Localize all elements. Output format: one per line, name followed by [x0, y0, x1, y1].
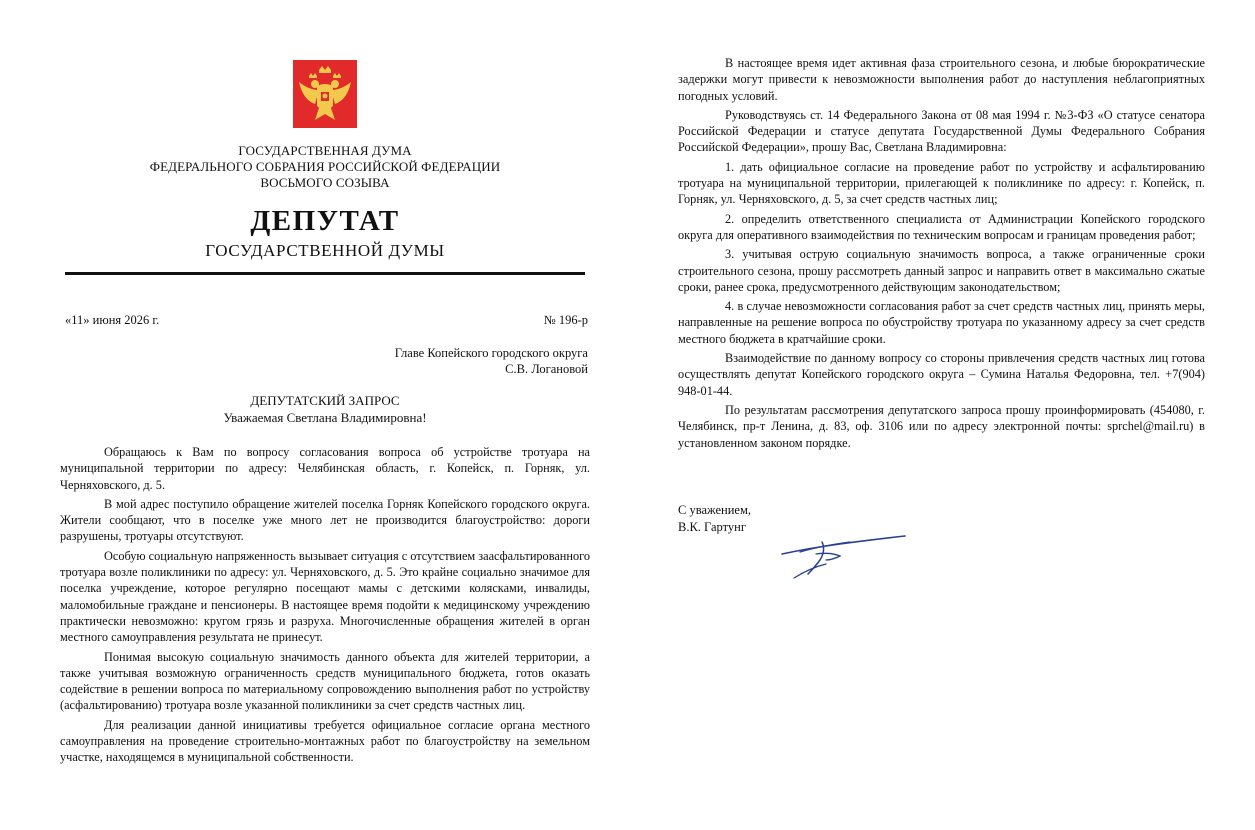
paragraph: В мой адрес поступило обращение жителей поселка Горняк Копейского городского округа. Жители сообщают, что в поселке уже много лет не производится благоустройство: дороги разрушены, тротуары отсутствуют. — [60, 496, 590, 544]
request-item-3: 3. учитывая острую социальную значимость вопроса, а также ограниченные сроки строительного сезона, прошу рассмотреть данный запрос и направить ответ в максимально сжатые сроки, ранее срока, предусмотренного действующим законодательством; — [678, 247, 1205, 294]
addressee-line-2: С.В. Логановой — [505, 362, 588, 376]
request-heading — [60, 392, 590, 426]
deputy-subtitle: ГОСУДАРСТВЕННОЙ ДУМЫ — [205, 241, 445, 260]
paragraph: Руководствуясь ст. 14 Федерального Закона от 08 мая 1994 г. №3-ФЗ «О статусе сенатора Российской Федерации и статусе депутата Государственной Думы Федерального Собрания Российской Федерации», прошу Вас, Светлана Владимировна: — [678, 107, 1205, 155]
paragraph: Понимая высокую социальную значимость данного объекта для жителей территории, а также учитывая возможную ограниченность средств муниципального бюджета, готов оказать содействие в решении вопроса по материальному сопровождению выполнения работ по устройству (асфальтированию) тротуара возле указанной поликлиники за счет средств частных лиц. — [60, 649, 590, 713]
addressee-block — [395, 345, 588, 377]
request-item-4: 4. в случае невозможности согласования работ за счет средств частных лиц, принять меры, направленные на решение вопроса по обустройству тротуара по указанному адресу за счет средств местного бюджета в кратчайшие сроки. — [678, 299, 1205, 346]
organization-header — [60, 143, 590, 191]
deputy-title: ДЕПУТАТ — [250, 205, 400, 237]
document-number: № 196-р — [543, 313, 588, 327]
header-divider — [65, 272, 585, 275]
coat-of-arms-icon — [293, 60, 357, 128]
paragraph: Для реализации данной инициативы требуется официальное согласие органа местного самоуправления на проведение строительно-монтажных работ по благоустройству на земельном участке, находящемся в муниципальной собственности. — [60, 717, 590, 765]
document-date: «11» июня 2026 г. — [65, 313, 160, 327]
org-line-3: ВОСЬМОГО СОЗЫВА — [260, 175, 390, 190]
addressee-line-1: Главе Копейского городского округа — [394, 346, 588, 360]
right-body — [678, 55, 1205, 454]
request-item-1: 1. дать официальное согласие на проведение работ по устройству и асфальтированию тротуара на муниципальной территории, прилегающей к поликлинике по адресу: г. Копейск, п. Горняк, ул. Черняховского, д. 5, за счет средств частных лиц; — [678, 159, 1205, 207]
paragraph: По результатам рассмотрения депутатского запроса прошу проинформировать (454080, г. Челябинск, пр-т Ленина, д. 83, оф. 3106 или по адресу электронной почты: sprchel@mail.ru) в установленном законом порядке. — [678, 402, 1205, 450]
request-item-2: 2. определить ответственного специалиста от Администрации Копейского городского округа для оперативного взаимодействия по техническим вопросам и границам проведения работ; — [678, 211, 1205, 242]
request-greeting: Уважаемая Светлана Владимировна! — [223, 410, 427, 425]
org-line-1: ГОСУДАРСТВЕННАЯ ДУМА — [238, 143, 412, 158]
paragraph: Обращаюсь к Вам по вопросу согласования вопроса об устройстве тротуара на муниципальной территории по адресу: Челябинская область, г. Копейск, п. Горняк, ул. Черняховского, д. 5. — [60, 445, 590, 492]
regards-text: С уважением, — [678, 503, 751, 517]
request-title: ДЕПУТАТСКИЙ ЗАПРОС — [250, 393, 400, 408]
signature-icon — [780, 530, 910, 590]
paragraph: Особую социальную напряженность вызывает ситуация с отсутствием заасфальтированного тротуара возле поликлиники по адресу: ул. Черняховского, д. 5. Это крайне социально значимое для поселка учреждение, которое регулярно посещают мамы с детскими колясками, инвалиды, маломобильные граждане и пенсионеры. В настоящее время подойти к медицинскому учреждению практически невозможно: кругом грязь и разруха. Многочисленные обращения жителей в орган местного самоуправления результата не принесут. — [60, 548, 591, 645]
org-line-2: ФЕДЕРАЛЬНОГО СОБРАНИЯ РОССИЙСКОЙ ФЕДЕРАЦИИ — [149, 159, 501, 174]
left-body — [60, 444, 590, 769]
paragraph: Взаимодействие по данному вопросу со стороны привлечения средств частных лиц готова осуществлять депутат Копейского городского округа – Сумина Наталья Федоровна, тел. +7(904) 948-01-44. — [678, 351, 1205, 398]
paragraph: В настоящее время идет активная фаза строительного сезона, и любые бюрократические задержки могут привести к невозможности выполнения работ до наступления неблагоприятных погодных условий. — [678, 56, 1205, 103]
closing-block — [678, 502, 751, 536]
signer-name: В.К. Гартунг — [678, 520, 746, 534]
